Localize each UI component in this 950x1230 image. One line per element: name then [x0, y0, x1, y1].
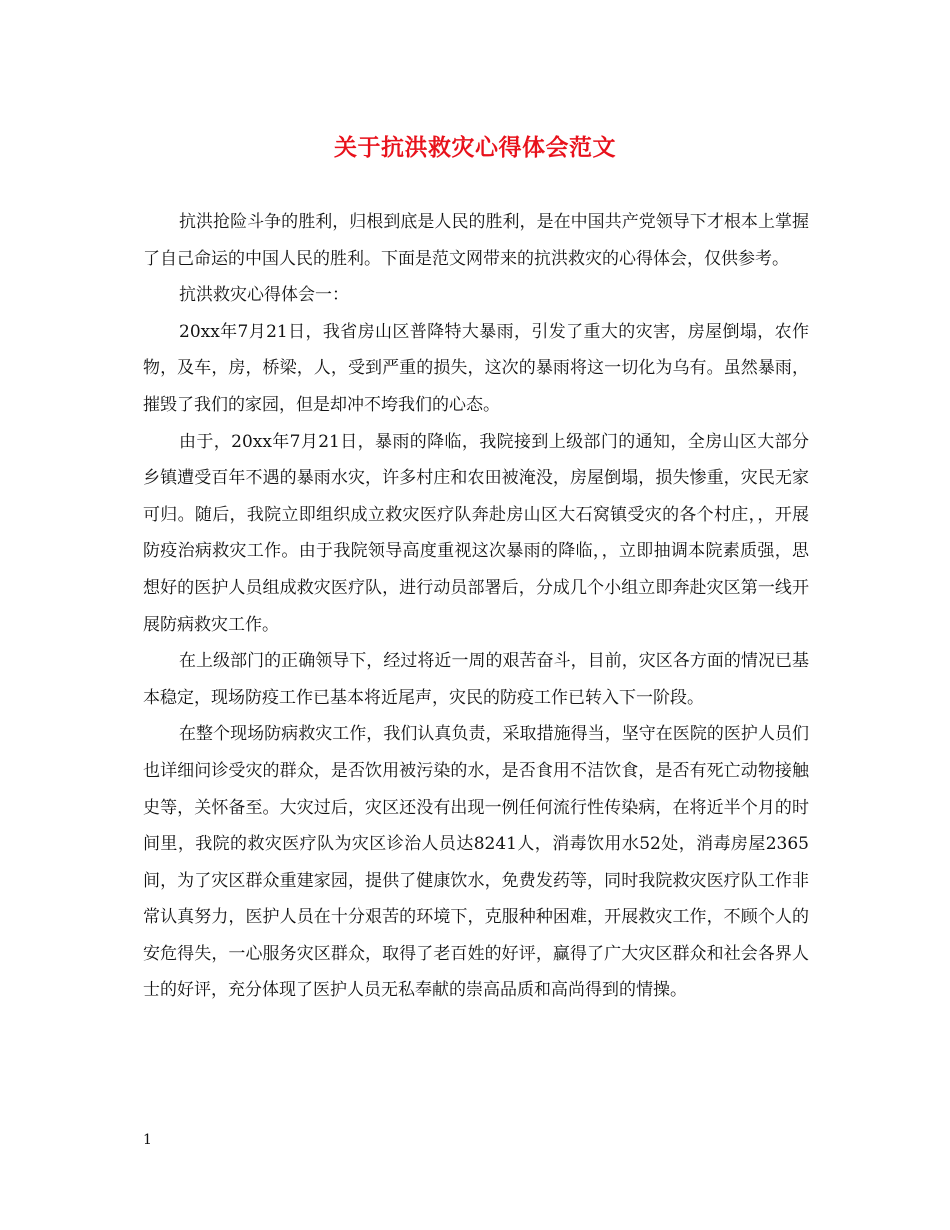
paragraph-section-heading: 抗洪救灾心得体会一： — [179, 285, 349, 306]
document-title: 关于抗洪救灾心得体会范文 — [334, 134, 616, 161]
paragraph-hospital-response: 由于，20xx年7月21日，暴雨的降临，我院接到上级部门的通知，全房山区大部分乡镇遭受百年不遇的暴雨水灾，许多村庄和农田被淹没，房屋倒塌，损失惨重，灾民无家可归。随后，我院立即组织成立救灾医疗队奔赴房山区大石窝镇受灾的各个村庄，，开展防疫治病救灾工作。由于我院领导高度重视这次暴雨的降临，，立即抽调本院素质强，思想好的医护人员组成救灾医疗队，进行动员部署后，分成几个小组立即奔赴灾区第一线开展防病救灾工作。 — [143, 431, 809, 635]
paragraph-medical-work: 在整个现场防病救灾工作，我们认真负责，采取措施得当，坚守在医院的医护人员们也详细问诊受灾的群众，是否饮用被污染的水，是否食用不洁饮食，是否有死亡动物接触史等，关怀备至。大灾过后，灾区还没有出现一例任何流行性传染病，在将近半个月的时间里，我院的救灾医疗队为灾区诊治人员达8241人，消毒饮用水52处，消毒房屋2365间，为了灾区群众重建家园，提供了健康饮水，免费发药等，同时我院救灾医疗队工作非常认真努力，医护人员在十分艰苦的环境下，克服种种困难，开展救灾工作，不顾个人的安危得失，一心服务灾区群众，取得了老百姓的好评，赢得了广大灾区群众和社会各界人士的好评，充分体现了医护人员无私奉献的崇高品质和高尚得到的情操。 — [143, 724, 809, 1001]
paragraph-flood-event: 20xx年7月21日，我省房山区普降特大暴雨，引发了重大的灾害，房屋倒塌，农作物，及车，房，桥梁，人，受到严重的损失，这次的暴雨将这一切化为乌有。虽然暴雨，摧毁了我们的家园，但是却冲不垮我们的心态。 — [143, 321, 809, 415]
document-body — [143, 204, 809, 1009]
paragraph-intro: 抗洪抢险斗争的胜利，归根到底是人民的胜利，是在中国共产党领导下才根本上掌握了自己命运的中国人民的胜利。下面是范文网带来的抗洪救灾的心得体会，仅供参考。 — [143, 212, 809, 269]
paragraph-current-status: 在上级部门的正确领导下，经过将近一周的艰苦奋斗，目前，灾区各方面的情况已基本稳定，现场防疫工作已基本将近尾声，灾民的防疫工作已转入下一阶段。 — [143, 651, 809, 708]
page-number: 1 — [143, 1132, 152, 1148]
